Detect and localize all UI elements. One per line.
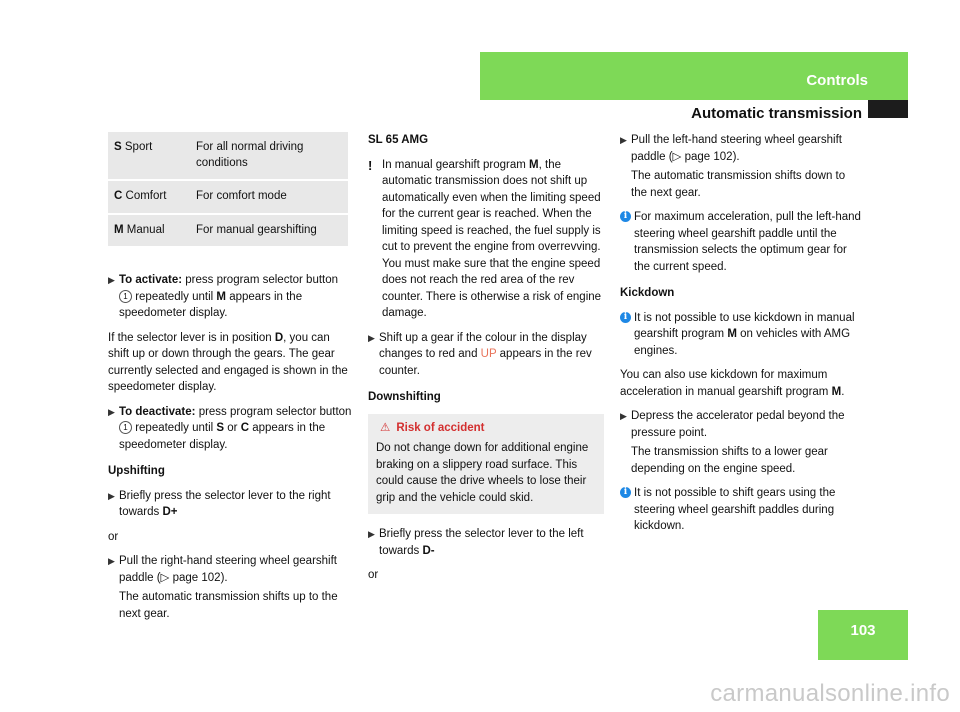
table-row [108,180,348,214]
mode-desc: For all normal driving conditions [190,132,348,180]
callout-number: 1 [119,421,132,434]
info-icon: i [620,211,631,222]
section-heading: Kickdown [620,287,675,299]
upshift-step: ▶ Briefly press the selector lever to the right towards D+ [108,489,331,518]
warning-title: ⚠ Risk of accident [380,421,485,434]
caution-note: ! In manual gearshift program M, the automatic transmission does not shift up automatically even when the limiting speed for the current gear is reached. When the limiting speed is reached, the fuel supply is cut to prevent the engine from overrevving. You must make sure that the engine speed does not reach the red area of the rev counter. There is otherwise a risk of engine damage. [368,157,602,319]
paragraph: If the selector lever is in position D, you can shift up or down through the gears. The gear currently selected and engaged is shown in the speedometer display. [108,331,348,393]
info-icon: i [620,312,631,323]
or-text: or [368,569,379,581]
step-result: The automatic transmission shifts down to the next gear. [631,170,846,199]
info-icon: i [620,487,631,498]
arrow-right-icon: ▶ [368,332,375,343]
section-tab [480,52,908,100]
section-heading: Upshifting [108,465,165,477]
arrow-right-icon: ▶ [108,275,115,285]
mode-desc: For manual gearshifting [190,214,348,247]
info-note: i It is not possible to shift gears using the steering wheel gearshift paddles during kickdown. [620,485,864,535]
info-note: i It is not possible to use kickdown in manual gearshift program M on vehicles with AMG engines. [620,310,864,360]
column-1 [108,132,352,630]
table-row [108,214,348,247]
page-number-box [818,610,908,660]
warning-triangle-icon: ⚠ [380,421,391,434]
step-result: The automatic transmission shifts up to the next gear. [119,591,338,620]
watermark: carmanualsonline.info [710,680,950,707]
warning-box [368,414,604,515]
mode-cell: M Manual [108,214,190,247]
header-marker-bar [868,100,908,118]
column-2 [368,132,604,592]
page-number: 103 [850,622,876,639]
downshift-step: ▶ Pull the left-hand steering wheel gearshift paddle (▷ page 102). The automatic transmission shifts down to the next gear. [620,132,864,201]
or-text: or [108,530,119,543]
arrow-right-icon: ▶ [108,406,115,417]
program-modes-table [108,132,348,246]
warning-text: Do not change down for additional engine braking on a slippery road surface. This could cause the drive wheels to lose their grip and the vehicle could skid. [376,442,589,504]
mode-cell: S Sport [108,132,190,180]
arrow-right-icon: ▶ [108,490,115,501]
section-label: Controls [806,72,868,89]
table-row [108,132,348,180]
activate-step: ▶ To activate: press program selector button 1 repeatedly until M appears in the speedometer display. [108,274,339,319]
info-note: i For maximum acceleration, pull the left-hand steering wheel gearshift paddle until the transmission selects the optimum gear for the current speed. [620,209,864,275]
arrow-right-icon: ▶ [108,556,115,566]
callout-number: 1 [119,290,132,303]
kickdown-step: ▶ Depress the accelerator pedal beyond the pressure point. The transmission shifts to a lower gear depending on the engine speed. [620,408,864,477]
deactivate-step: ▶ To deactivate: press program selector button 1 repeatedly until S or C appears in the speedometer display. [108,405,352,451]
mode-cell: C Comfort [108,180,190,214]
section-heading: Downshifting [368,391,441,403]
page-title: Automatic transmission [691,105,862,122]
model-heading: SL 65 AMG [368,134,429,146]
exclamation-icon: ! [368,157,373,173]
arrow-right-icon: ▶ [368,529,375,539]
step-result: The transmission shifts to a lower gear depending on the engine speed. [631,446,828,475]
shift-up-step: ▶ Shift up a gear if the colour in the display changes to red and UP appears in the rev counter. [368,331,592,377]
mode-desc: For comfort mode [190,180,348,214]
arrow-right-icon: ▶ [620,411,627,421]
column-3 [620,132,864,543]
paragraph: You can also use kickdown for maximum acceleration in manual gearshift program M. [620,369,845,398]
upshift-step: ▶ Pull the right-hand steering wheel gearshift paddle (▷ page 102). The automatic transmission shifts up to the next gear. [108,553,352,622]
downshift-step: ▶ Briefly press the selector lever to the left towards D- [368,528,584,557]
arrow-right-icon: ▶ [620,135,627,145]
